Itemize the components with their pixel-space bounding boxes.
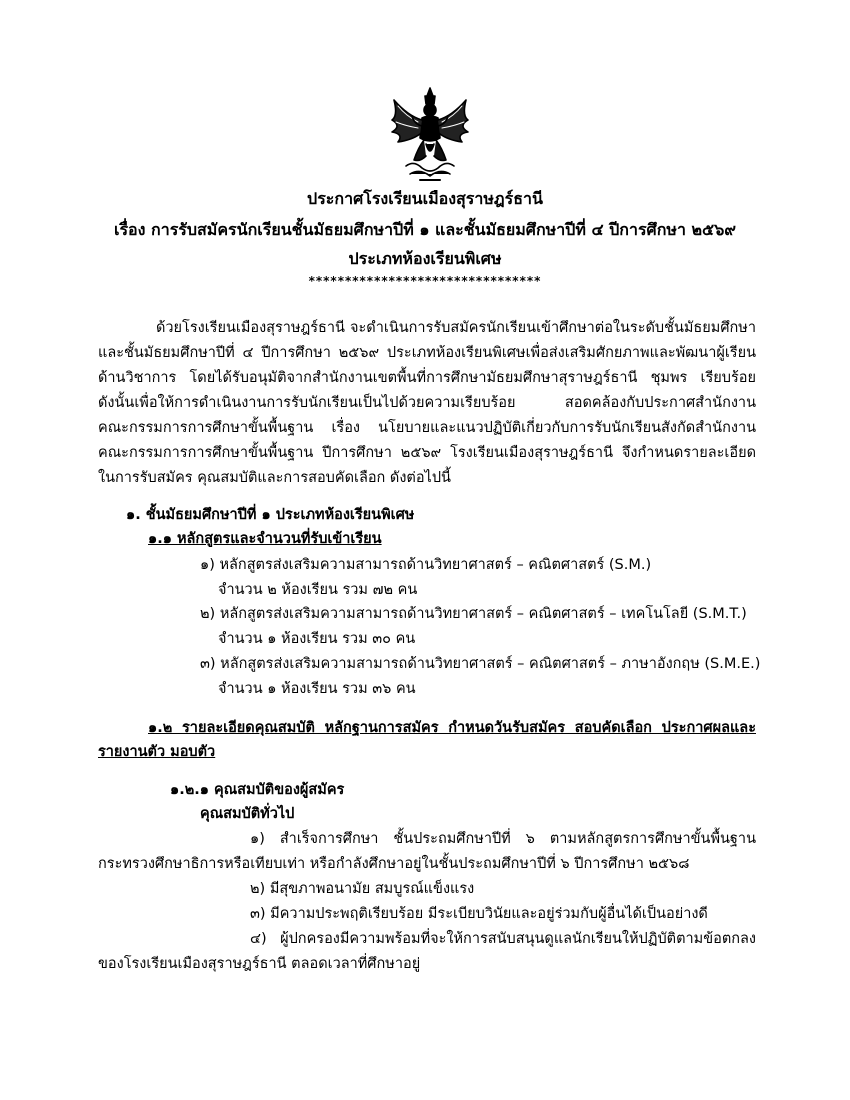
subsection-heading: ๑.๒.๑ คุณสมบัติของผู้สมัคร [170,782,345,798]
subsection-heading: รายงานตัว มอบตัว [98,744,216,760]
subsection-heading: ๑.๑ หลักสูตรและจำนวนที่รับเข้าเรียน [148,531,382,547]
intro-line: ด้วยโรงเรียนเมืองสุราษฎร์ธานี จะดำเนินการรับสมัครนักเรียนเข้าศึกษาต่อในระดับชั้นมัธยมศึกษา [156,320,756,336]
program-name: ๑) หลักสูตรส่งเสริมความสามารถด้านวิทยาศาสตร์ – คณิตศาสตร์ (S.M.) [200,557,652,573]
qualification-item: ๒) มีสุขภาพอนามัย สมบูรณ์แข็งแรง [250,881,475,897]
program-detail: จำนวน ๑ ห้องเรียน รวม ๓๐ คน [218,631,416,647]
qualification-item: ๑) สำเร็จการศึกษา ชั้นประถมศึกษาปีที่ ๖ ตามหลักสูตรการศึกษาขั้นพื้นฐาน [250,831,756,847]
program-name: ๓) หลักสูตรส่งเสริมความสามารถด้านวิทยาศาสตร์ – คณิตศาสตร์ – ภาษาอังกฤษ (S.M.E.) [200,656,761,672]
announcement-category: ประเภทห้องเรียนพิเศษ [348,249,502,268]
intro-line: ด้านวิชาการ โดยได้รับอนุมัติจากสำนักงานเขตพื้นที่การศึกษามัธยมศึกษาสุราษฎร์ธานี ชุมพร เรียบร้อย [98,370,756,386]
program-name: ๒) หลักสูตรส่งเสริมความสามารถด้านวิทยาศาสตร์ – คณิตศาสตร์ – เทคโนโลยี (S.M.T.) [200,606,747,622]
intro-line: คณะกรรมการการศึกษาขั้นพื้นฐาน เรื่อง นโยบายและแนวปฏิบัติเกี่ยวกับการรับนักเรียนสังกัดสำนักงาน [98,420,756,436]
garuda-emblem-icon [384,86,476,184]
qualification-item: กระทรวงศึกษาธิการหรือเทียบเท่า หรือกำลังศึกษาอยู่ในชั้นประถมศึกษาปีที่ ๖ ปีการศึกษา ๒๕๖๘ [98,856,690,872]
announcement-subject: เรื่อง การรับสมัครนักเรียนชั้นมัธยมศึกษาปีที่ ๑ และชั้นมัธยมศึกษาปีที่ ๔ ปีการศึกษา ๒๕๖๙ [113,220,737,239]
qualification-item: ๓) มีความประพฤติเรียบร้อย มีระเบียบวินัยและอยู่ร่วมกับผู้อื่นได้เป็นอย่างดี [250,906,708,922]
qualification-item: ๔) ผู้ปกครองมีความพร้อมที่จะให้การสนับสนุนดูแลนักเรียนให้ปฏิบัติตามข้อตกลง [250,931,756,947]
program-detail: จำนวน ๒ ห้องเรียน รวม ๗๒ คน [218,582,418,598]
subsection-heading: ๑.๒ รายละเอียดคุณสมบัติ หลักฐานการสมัคร กำหนดวันรับสมัคร สอบคัดเลือก ประกาศผลและ [148,720,756,736]
intro-line: ดังนั้นเพื่อให้การดำเนินงานการรับนักเรียนเป็นไปด้วยความเรียบร้อย สอดคล้องกับประกาศสำนักงาน [98,395,756,411]
divider-stars: ******************************** [308,274,542,288]
qualification-item: ของโรงเรียนเมืองสุราษฎร์ธานี ตลอดเวลาที่ศึกษาอยู่ [98,956,421,972]
section-heading: ๑. ชั้นมัธยมศึกษาปีที่ ๑ ประเภทห้องเรียนพิเศษ [126,507,415,523]
qualification-heading: คุณสมบัติทั่วไป [200,806,295,822]
page-title: ประกาศโรงเรียนเมืองสุราษฎร์ธานี [307,189,543,208]
intro-line: ในการรับสมัคร คุณสมบัติและการสอบคัดเลือก ดังต่อไปนี้ [98,470,451,486]
intro-line: และชั้นมัธยมศึกษาปีที่ ๔ ปีการศึกษา ๒๕๖๙ ประเภทห้องเรียนพิเศษเพื่อส่งเสริมศักยภาพและพัฒนาผู้เรียน [98,345,756,361]
intro-line: คณะกรรมการการศึกษาขั้นพื้นฐาน ปีการศึกษา ๒๕๖๙ โรงเรียนเมืองสุราษฎร์ธานี จึงกำหนดรายละเอียด [98,445,756,461]
program-detail: จำนวน ๑ ห้องเรียน รวม ๓๖ คน [218,681,416,697]
